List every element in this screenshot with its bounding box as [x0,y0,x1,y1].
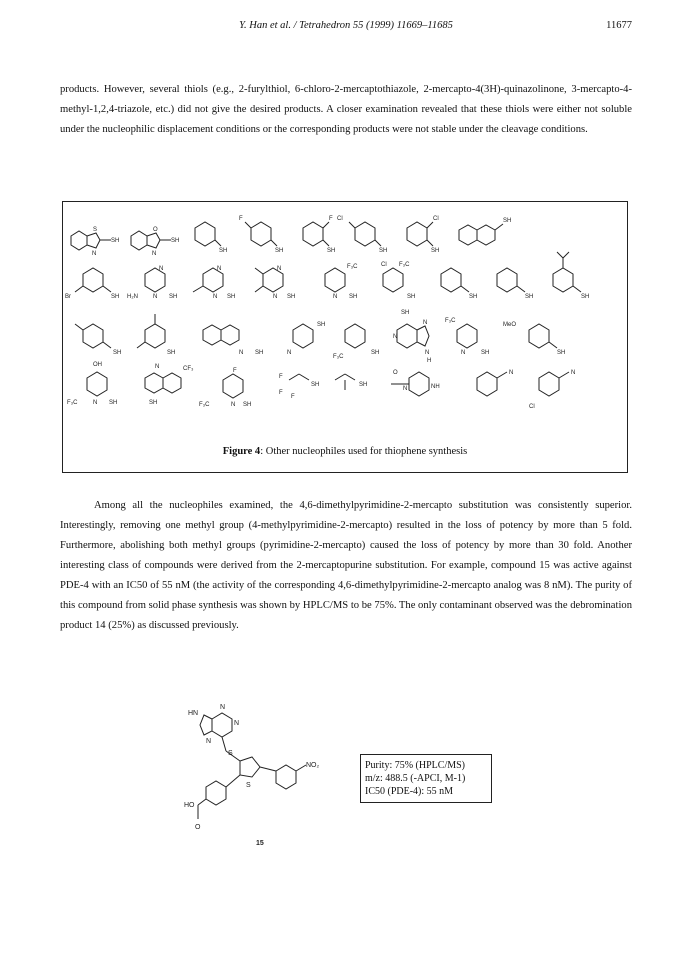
svg-text:N: N [273,294,278,300]
naphthalenethiol-structure [459,218,511,245]
svg-text:SH: SH [113,350,122,356]
compound-15-data-box [360,754,492,803]
journal-citation: Y. Han et al. / Tetrahedron 55 (1999) 11669–11685 [239,20,453,31]
chloro-trifluoromethylthiophenol-structure [381,262,415,300]
svg-text:N: N [206,738,212,745]
svg-text:N: N [93,400,98,406]
svg-text:Cl: Cl [433,216,439,222]
svg-text:N: N [155,364,160,370]
svg-text:SH: SH [171,238,180,244]
quinoline-thiol-structure [203,325,263,356]
page-number: 11677 [606,20,632,31]
figure-4-box [62,201,628,473]
ic50-value: IC50 (PDE-4): 55 nM [365,786,454,797]
figure-label: Figure 4 [222,446,261,457]
benzoxazole-thiol-structure [131,227,179,257]
svg-text:N: N [220,704,226,711]
hydroxy-trifluoromethylpyrimidine-thiol-structure [67,362,117,406]
svg-text:SH: SH [167,350,176,356]
isopropylthiophenol-structure [137,314,175,356]
svg-text:N: N [231,402,236,408]
svg-text:N: N [153,294,158,300]
chlorobenzylamine-structure [529,370,575,410]
svg-text:Cl: Cl [381,262,387,268]
svg-text:SH: SH [401,310,410,316]
svg-text:N: N [152,251,157,257]
trifluoromethylpyrimidine-thiol-structure [445,318,489,356]
svg-text:SH: SH [379,248,388,254]
svg-text:SH: SH [359,382,368,388]
svg-text:CF₃: CF₃ [183,366,194,372]
methylthiophenol-structure [497,268,533,300]
svg-text:S: S [246,782,251,789]
svg-text:N: N [425,350,430,356]
svg-text:Cl: Cl [337,216,343,222]
svg-text:SH: SH [407,294,416,300]
svg-text:N: N [239,350,244,356]
svg-text:SH: SH [243,402,252,408]
benzylamine-structure [477,370,513,396]
svg-text:N: N [571,370,576,376]
svg-text:O: O [195,824,201,831]
svg-text:F: F [329,216,333,222]
thiophenol-structure [195,222,227,254]
difluorothiophenol-structure [303,216,335,254]
svg-text:N: N [423,320,428,326]
dichlorothiophenol-structure [407,216,439,254]
purity-value: Purity: 75% (HPLC/MS) [365,760,466,771]
svg-text:HN: HN [188,710,199,717]
svg-text:N: N [92,251,97,257]
svg-text:N: N [461,350,466,356]
svg-text:N: N [277,266,282,272]
nucleophile-structures [63,202,627,442]
svg-text:F₃C: F₃C [333,354,344,360]
svg-text:N: N [213,294,218,300]
svg-text:F₃C: F₃C [445,318,456,324]
svg-text:F: F [279,374,283,380]
compound-15-structure [186,695,376,865]
svg-text:SH: SH [581,294,590,300]
svg-text:Cl: Cl [529,404,535,410]
bis-trifluoromethylpyrimidine-thiol-structure [199,368,251,408]
compound-number: 15 [256,840,264,847]
svg-text:Br: Br [65,294,71,300]
svg-text:N: N [509,370,514,376]
svg-text:OH: OH [93,362,102,368]
dimethylthiophenol-structure [75,324,121,356]
svg-text:F: F [239,216,243,222]
svg-text:SH: SH [109,400,118,406]
methoxythiophenol-structure [503,322,565,356]
benzothiazole-thiol-structure [71,227,119,257]
trifluoromethylquinoline-thiol-structure [145,364,194,406]
svg-text:NH: NH [431,384,440,390]
svg-text:SH: SH [557,350,566,356]
running-header [60,20,632,36]
compound-15-drawing [186,695,376,865]
svg-text:S: S [93,227,98,233]
trifluoropropylthiol-structure [279,374,319,400]
svg-text:SH: SH [111,294,120,300]
svg-text:SH: SH [311,382,320,388]
svg-text:F₃C: F₃C [399,262,410,268]
svg-text:N: N [234,720,240,727]
svg-text:SH: SH [219,248,228,254]
svg-text:O: O [153,227,158,233]
svg-text:H₂N: H₂N [127,294,138,300]
svg-text:F₃C: F₃C [67,400,78,406]
svg-text:SH: SH [525,294,534,300]
isobutylthiol-structure [335,374,367,390]
dimethylpyrimidine-thiol-structure [255,266,295,300]
piperazine-amide-structure [391,370,440,396]
svg-text:F₃C: F₃C [199,402,210,408]
svg-text:SH: SH [469,294,478,300]
svg-text:N: N [393,334,398,340]
mercaptopurine-structure [393,310,431,364]
svg-text:MeO: MeO [503,322,517,328]
figure-caption-text: : Other nucleophiles used for thiophene synthesis [260,446,468,457]
svg-text:SH: SH [169,294,178,300]
svg-text:SH: SH [327,248,336,254]
pyridine-thiol-structure [287,322,325,356]
svg-text:SH: SH [431,248,440,254]
svg-text:SH: SH [371,350,380,356]
svg-text:F: F [233,368,237,374]
svg-text:N: N [159,266,164,272]
svg-text:SH: SH [503,218,512,224]
svg-text:F₃C: F₃C [347,264,358,270]
aminopyrimidine-thiol-structure [127,266,177,300]
svg-text:N: N [217,266,222,272]
figure-caption [63,446,627,457]
svg-text:SH: SH [149,400,158,406]
chlorothiophenol-structure [337,216,387,254]
svg-text:SH: SH [317,322,326,328]
trifluoromethylbenzylthiol-structure [333,324,379,360]
svg-text:N: N [403,386,408,392]
svg-text:SH: SH [227,294,236,300]
svg-text:SH: SH [481,350,490,356]
svg-text:HO: HO [184,802,195,809]
tert-butylthiophenol-structure [553,252,589,300]
methylpyrimidine-thiol-structure [193,266,235,300]
svg-text:F: F [279,390,283,396]
paragraph-1: products. However, several thiols (e.g., 2-furylthiol, 6-chloro-2-mercaptothiazole, 2-mercapto-4(3H)-quinazolinone, 3-mercapto-4-methyl-1,2,4-triazole, etc.) did not give the desired products. A closer examination revealed that these thiols were either not soluble under the nucleophilic displacement conditions or the corresponding products were not stable under the cleavage conditions. [60,84,632,135]
fluorothiophenol-structure [239,216,283,254]
svg-text:SH: SH [255,350,264,356]
bromothiophenol-structure [65,268,119,300]
trifluoromethylpyridine-thiol-structure [325,264,358,300]
paragraph-2: Among all the nucleophiles examined, the 4,6-dimethylpyrimidine-2-mercapto substitution was consistently superior. Interestingly, removing one methyl group (4-methylpyrimidine-2-mercapto) resulted in the loss of potency by more than 5 fold. Furthermore, abolishing both methyl groups (pyrimidine-2-mercapto) caused the loss of potency by more than 30 fold. Another interesting class of compounds were derived from the 2-mercaptopurine substitution. For example, compound 15 was active against PDE-4 with an IC50 of 55 nM (the activity of the corresponding 4,6-dimethylpyrimidine-2-mercapto analog was 8 nM). The purity of this compound from solid phase synthesis was shown by HPLC/MS to be 75%. The only contaminant observed was the debromination product 14 (25%) as discussed previously. [60,500,632,631]
svg-text:F: F [291,394,295,400]
svg-text:N: N [333,294,338,300]
mass-spec-value: m/z: 488.5 (-APCI, M-1) [365,773,466,784]
svg-text:SH: SH [349,294,358,300]
svg-text:SH: SH [111,238,120,244]
svg-text:S: S [228,750,233,757]
svg-text:NO₂: NO₂ [306,762,320,769]
svg-text:O: O [393,370,398,376]
trifluoromethylthiophenol-structure [441,268,477,300]
svg-text:H: H [427,358,432,364]
svg-text:SH: SH [275,248,284,254]
svg-text:SH: SH [287,294,296,300]
svg-text:N: N [287,350,292,356]
